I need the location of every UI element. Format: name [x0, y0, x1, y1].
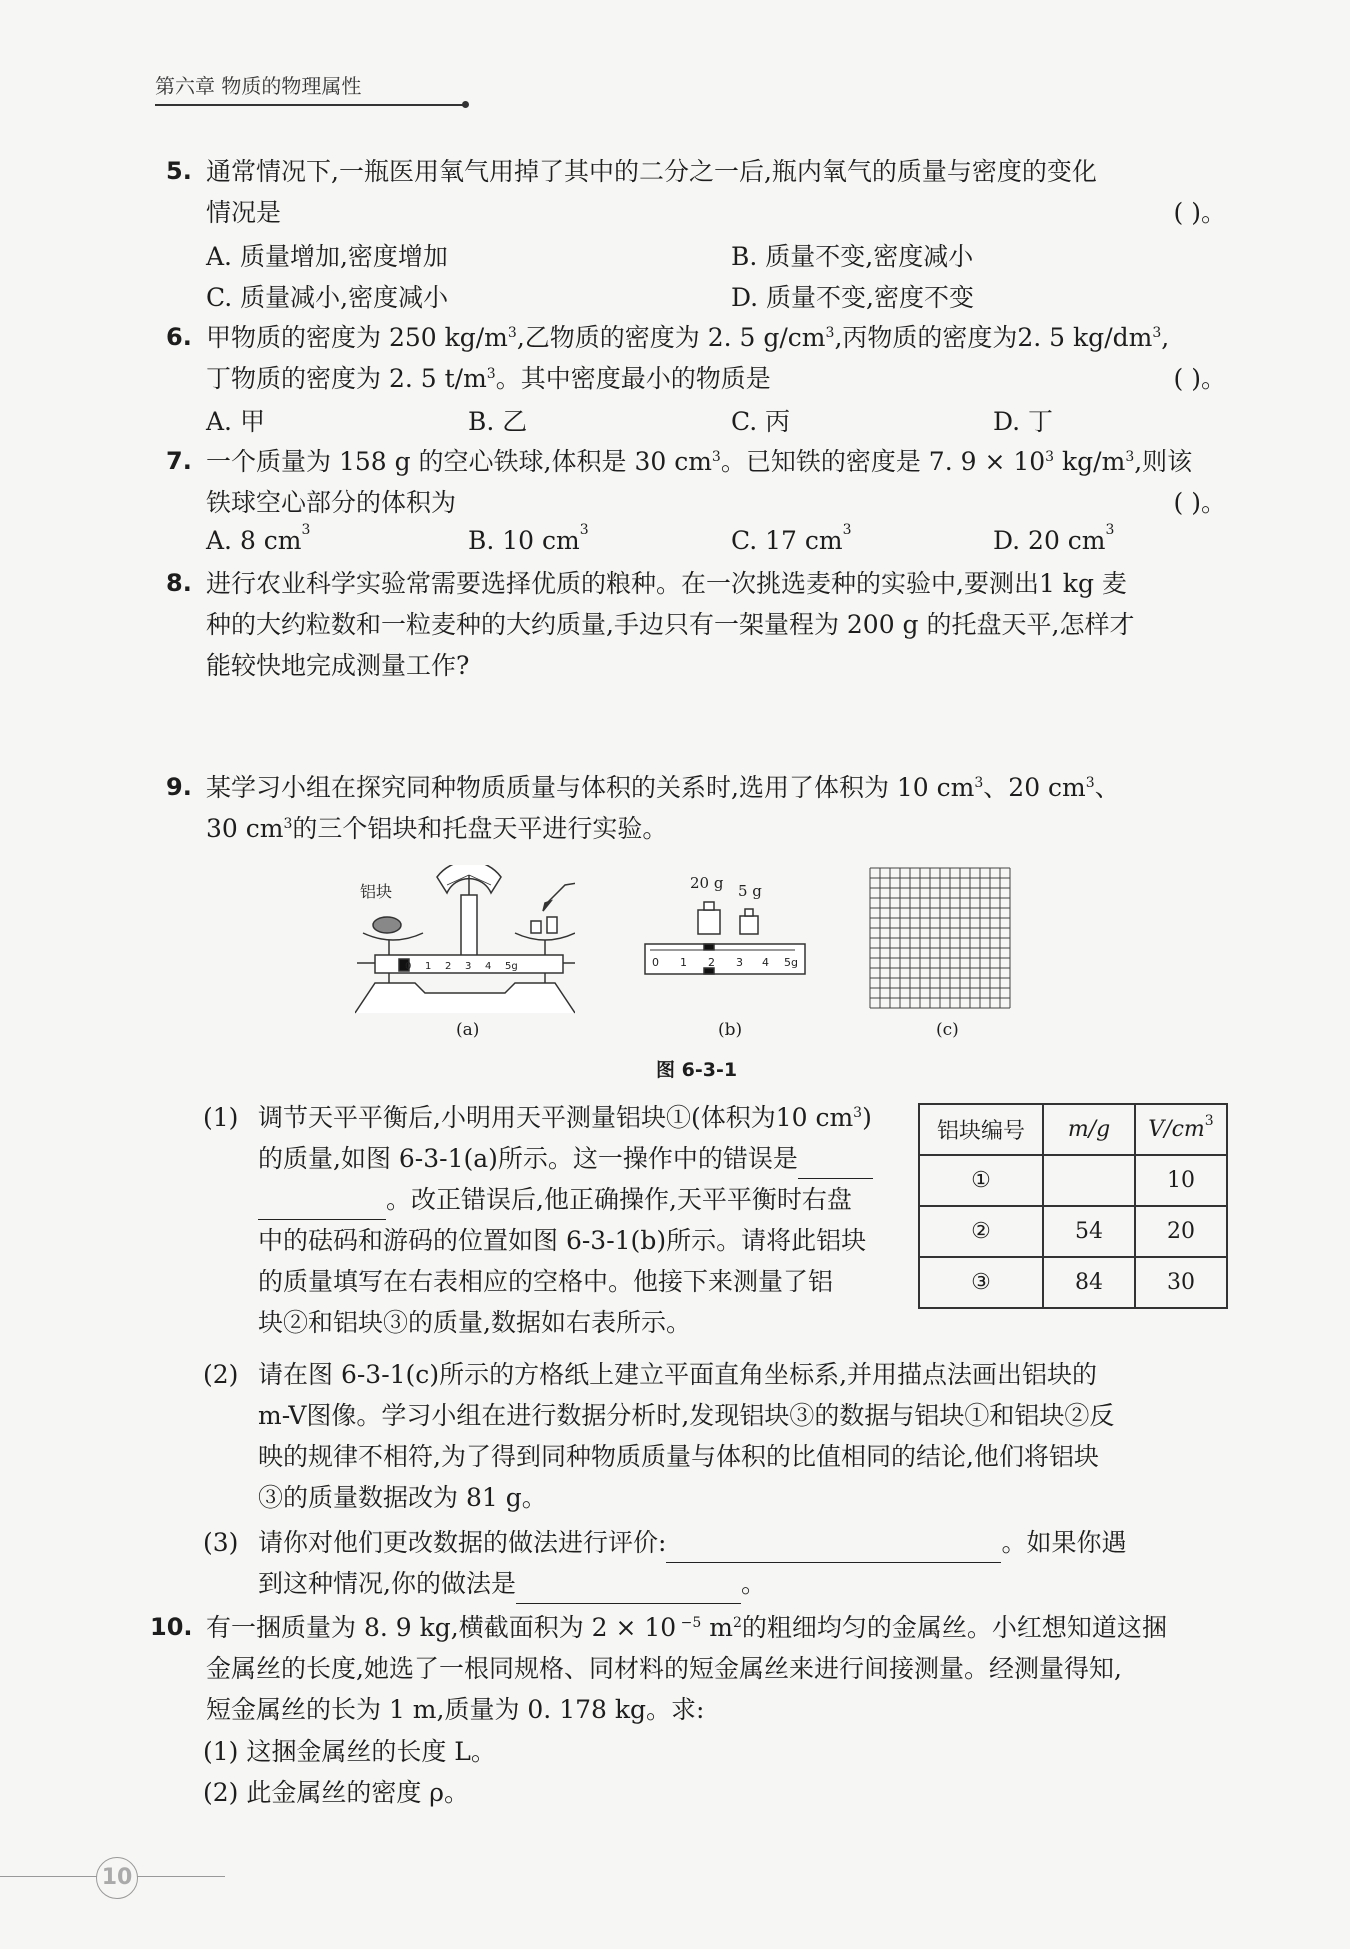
question-10: 10. 有一捆质量为 8. 9 kg,横截面积为 2 × 10 $^{-5}$ $m^2$的粗细均匀的金属丝。小红想知道这捆 金属丝的长度,她选了一根同规格、同材料的短金属丝来进行间接测量。经测量得知, 短金属丝的长为 1 m,质量为 0. 178 kg。求: [150, 1613, 1167, 1724]
svg-text:2: 2 [708, 956, 715, 969]
figure-a-balance [355, 865, 575, 1015]
chapter-header: 第六章 物质的物理属性 [155, 74, 362, 98]
page-number: 10 [96, 1857, 138, 1899]
svg-text:1: 1 [680, 956, 687, 969]
q6-option-d: D. 丁 [993, 407, 1054, 436]
q6-option-c: C. 丙 [731, 407, 791, 436]
q5-option-b: B. 质量不变,密度减小 [731, 242, 974, 271]
q7-option-c: C. 17 $cm^3$ [731, 522, 852, 555]
svg-text:3: 3 [465, 961, 472, 972]
question-9: 9. 某学习小组在探究同种物质质量与体积的关系时,选用了体积为 10 $cm^3$、20 $cm^3$、 30 $cm^3$的三个铝块和托盘天平进行实验。 [166, 773, 1120, 843]
svg-text:4: 4 [762, 956, 769, 969]
figure-b-weights [640, 870, 810, 985]
question-6: 6. 甲物质的密度为 250 $kg/m^3$,乙物质的密度为 2. 5 $g/cm^3$,丙物质的密度为2. 5 $kg/dm^3$, 丁物质的密度为 2. 5 $t/m^3$。其中密度最小的物质是 ( )。 [166, 323, 1226, 393]
mass-input-cell[interactable] [1043, 1155, 1135, 1206]
blank-evaluation[interactable] [666, 1534, 1001, 1563]
q6-option-a: A. 甲 [206, 407, 265, 436]
table-row: ③ 84 30 [919, 1257, 1227, 1308]
q9-part-3: (3) 请你对他们更改数据的做法进行评价: 。如果你遇 到这种情况,你的做法是 。 [203, 1522, 1218, 1604]
blank-error-1[interactable] [798, 1150, 873, 1179]
header-rule [155, 104, 465, 106]
q10-sub-2: (2) 此金属丝的密度 ρ。 [203, 1778, 470, 1807]
q5-option-d: D. 质量不变,密度不变 [731, 283, 974, 312]
question-8: 8. 进行农业科学实验常需要选择优质的粮种。在一次挑选麦种的实验中,要测出1 kg 麦 种的大约粒数和一粒麦种的大约质量,手边只有一架量程为 200 g 的托盘天平,怎样才 能较快地完成测量工作? [166, 569, 1135, 680]
svg-text:5g: 5g [784, 956, 798, 969]
svg-text:4: 4 [485, 961, 492, 972]
figure-c-grid [868, 866, 1013, 1011]
q9-part-2: (2) 请在图 6-3-1(c)所示的方格纸上建立平面直角坐标系,并用描点法画出铝块的 m-V图像。学习小组在进行数据分析时,发现铝块③的数据与铝块①和铝块②反 映的规律不相符,为了得到同种物质质量与体积的比值相同的结论,他们将铝块 ③的质量数据改为 81 g。 [203, 1360, 1115, 1512]
weight-20g-label: 20 g [690, 874, 724, 892]
label-block: 铝块 [360, 882, 393, 901]
caption-c: (c) [936, 1020, 959, 1040]
svg-text:0: 0 [652, 956, 659, 969]
q5-option-a: A. 质量增加,密度增加 [206, 242, 448, 271]
q9-part-1: (1) 调节天平平衡后,小明用天平测量铝块①(体积为10 $cm^3$) 的质量,如图 6-3-1(a)所示。这一操作中的错误是 。改正错误后,他正确操作,天平平衡时右盘 中的砝码和游码的位置如图 6-3-1(b)所示。请将此铝块 的质量填写在右表相应的空格中。他接下来测量了铝 块②和铝块③的质量,数据如右表所示。 [203, 1103, 872, 1337]
header-dot [462, 101, 469, 108]
q5-option-c: C. 质量减小,密度减小 [206, 283, 449, 312]
q7-option-d: D. 20 $cm^3$ [993, 522, 1115, 555]
blank-approach[interactable] [516, 1575, 741, 1604]
svg-text:3: 3 [736, 956, 743, 969]
table-row: ① 10 [919, 1155, 1227, 1206]
question-7: 7. 一个质量为 158 g 的空心铁球,体积是 30 $cm^3$。已知铁的密度是 7. $9 \times 10^3$ $kg/m^3$,则该 铁球空心部分的体积为 ( )。 [166, 447, 1226, 517]
q7-option-a: A. 8 $cm^3$ [206, 522, 311, 555]
figure-title: 图 6-3-1 [656, 1059, 738, 1081]
blank-error-2[interactable] [258, 1191, 386, 1220]
caption-a: (a) [456, 1020, 480, 1040]
question-5: 5. 通常情况下,一瓶医用氧气用掉了其中的二分之一后,瓶内氧气的质量与密度的变化 情况是 ( )。 [166, 157, 1226, 227]
q6-option-b: B. 乙 [468, 407, 528, 436]
svg-text:0: 0 [405, 961, 412, 972]
q7-option-b: B. 10 $cm^3$ [468, 522, 589, 555]
q10-sub-1: (1) 这捆金属丝的长度 L。 [203, 1737, 496, 1766]
data-table: 铝块编号 m/g $V/cm^3$ ① 10 ② 54 20 ③ 84 30 [918, 1103, 1228, 1309]
table-row: ② 54 20 [919, 1206, 1227, 1257]
weight-5g-label: 5 g [738, 882, 762, 900]
caption-b: (b) [718, 1020, 743, 1040]
svg-text:1: 1 [425, 961, 432, 972]
svg-text:2: 2 [445, 961, 452, 972]
svg-text:5g: 5g [505, 961, 518, 972]
